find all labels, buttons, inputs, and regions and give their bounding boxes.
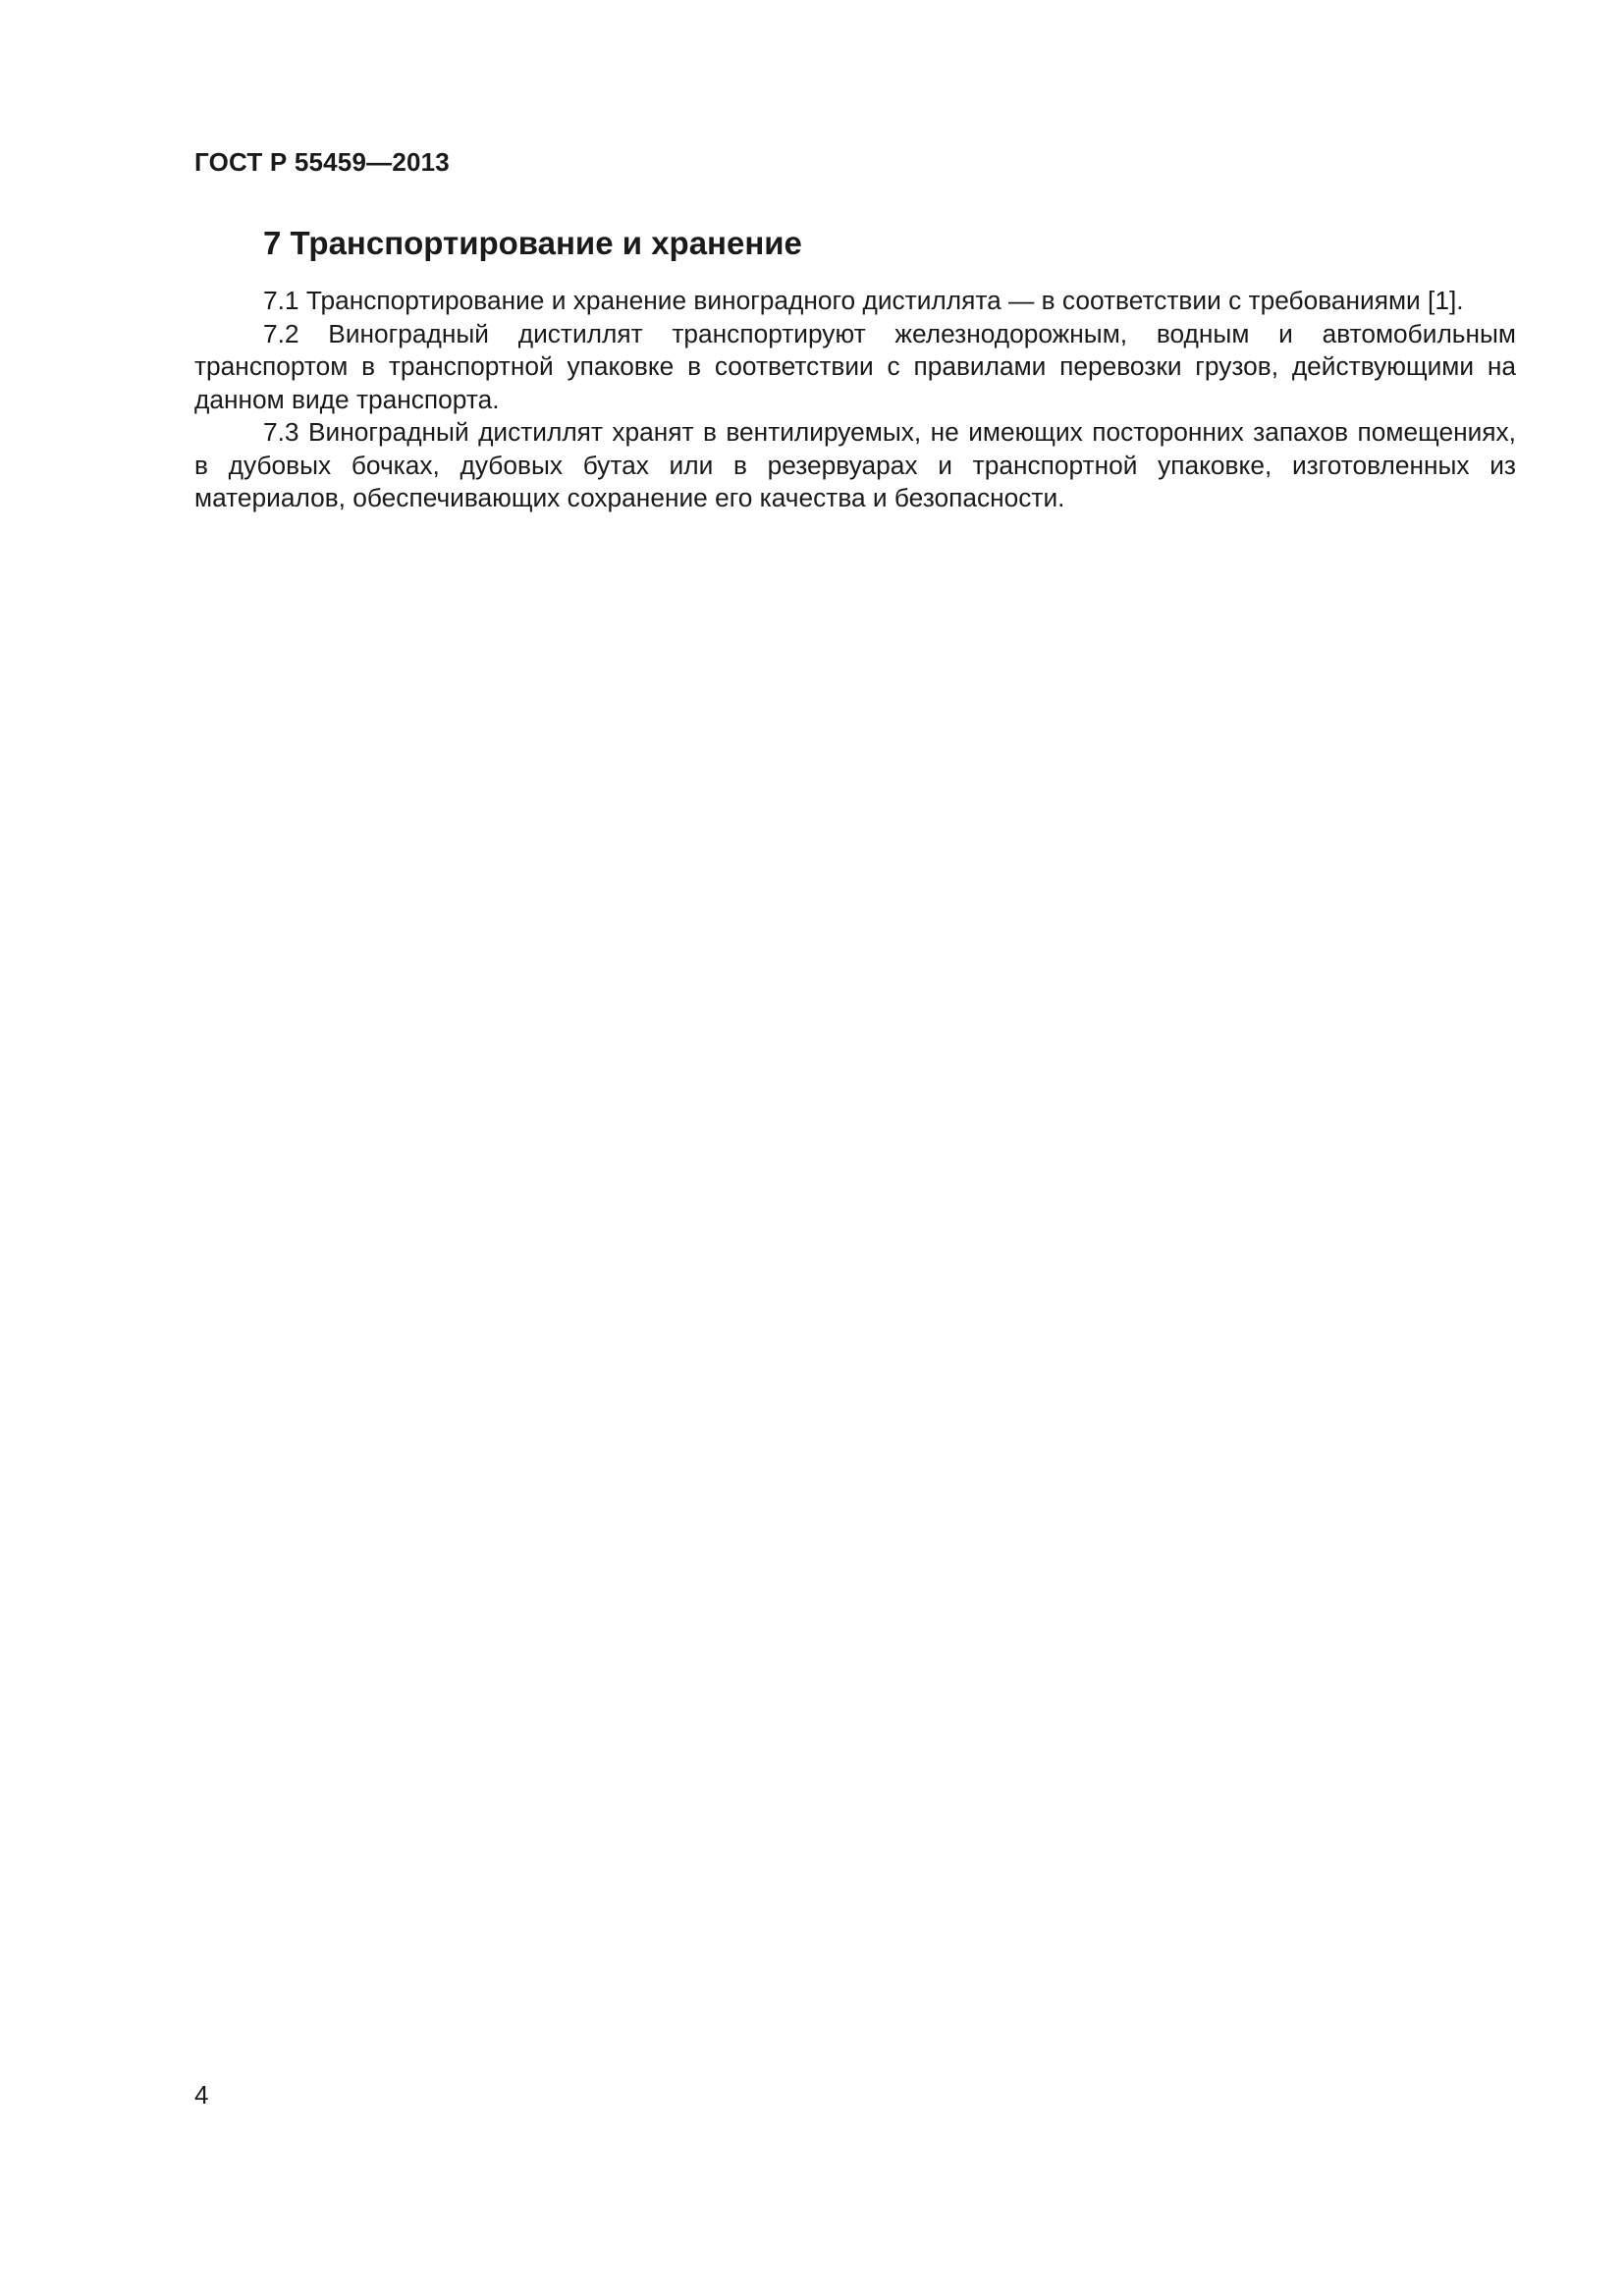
- section-title: 7 Транспортирование и хранение: [263, 225, 802, 261]
- paragraph-7-1: 7.1 Транспортирование и хранение виноградного дистиллята — в соответствии с требованиями [1].: [263, 286, 1464, 315]
- paragraph-7-3: 7.3 Виноградный дистиллят хранят в вентилируемых, не имеющих посторонних запахов помещениях, в дубовых бочках, дубовых бутах или в резервуарах и транспортной упаковке, изготовленных из материалов, обеспечивающих сохранение его качества и безопасности.: [194, 417, 1516, 512]
- section-body: [194, 285, 1516, 515]
- page-number: 4: [194, 2080, 209, 2109]
- document-code-header: ГОСТ Р 55459—2013: [194, 147, 450, 177]
- paragraph-7-2: 7.2 Виноградный дистиллят транспортируют железнодорожным, водным и автомобильным транспортом в транспортной упаковке в соответствии с правилами перевозки грузов, действующими на данном виде транспорта.: [194, 318, 1516, 414]
